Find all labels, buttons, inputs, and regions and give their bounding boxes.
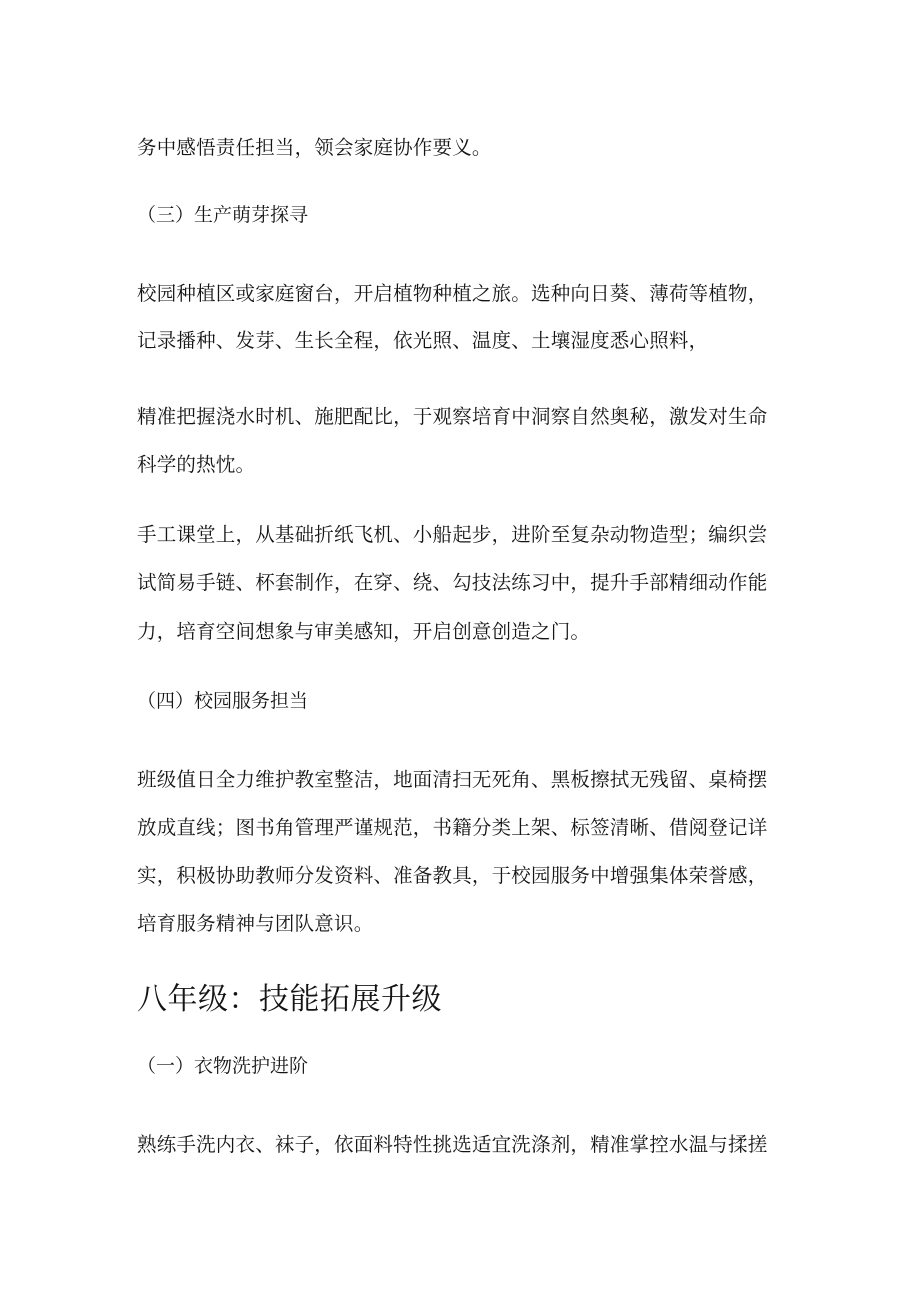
grade-title: 八年级：技能拓展升级	[137, 982, 442, 1017]
paragraph-line: 试简易手链、杯套制作，在穿、绕、勾技法练习中，提升手部精细动作能	[137, 571, 768, 594]
paragraph-line: 务中感悟责任担当，领会家庭协作要义。	[137, 136, 492, 159]
section-heading-1: （一）衣物洗护进阶	[137, 1055, 309, 1077]
paragraph-line: 记录播种、发芽、生长全程，依光照、温度、土壤湿度悉心照料，	[137, 329, 709, 352]
section-heading-3: （三）生产萌芽探寻	[137, 204, 309, 226]
paragraph-line: 培育服务精神与团队意识。	[137, 912, 374, 935]
section-heading-4: （四）校园服务担当	[137, 690, 309, 712]
paragraph-line: 科学的热忱。	[137, 453, 256, 476]
paragraph-line: 实，积极协助教师分发资料、准备教具，于校园服务中增强集体荣誉感，	[137, 864, 768, 887]
paragraph-line: 手工课堂上，从基础折纸飞机、小船起步，进阶至复杂动物造型；编织尝	[137, 523, 768, 546]
paragraph-line: 班级值日全力维护教室整洁，地面清扫无死角、黑板擦拭无残留、桌椅摆	[137, 768, 768, 791]
paragraph-line: 校园种植区或家庭窗台，开启植物种植之旅。选种向日葵、薄荷等植物，	[137, 282, 768, 305]
paragraph-line: 放成直线；图书角管理严谨规范，书籍分类上架、标签清晰、借阅登记详	[137, 816, 768, 839]
paragraph-line: 熟练手洗内衣、袜子，依面料特性挑选适宜洗涤剂，精准掌控水温与揉搓	[137, 1133, 768, 1156]
paragraph-line: 力，培育空间想象与审美感知，开启创意创造之门。	[137, 620, 591, 643]
paragraph-line: 精准把握浇水时机、施肥配比，于观察培育中洞察自然奥秘，激发对生命	[137, 405, 768, 428]
